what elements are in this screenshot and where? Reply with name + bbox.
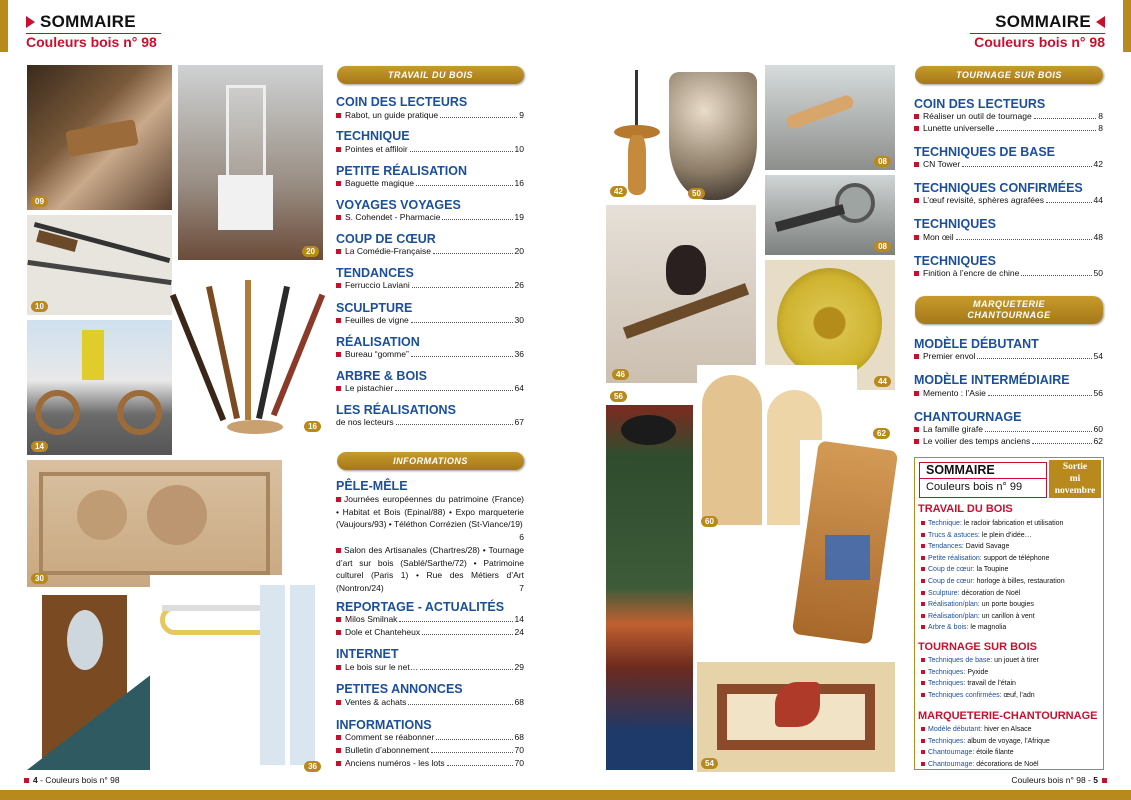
banner-line: MARQUETERIE [972,299,1045,309]
section-title: COUP DE CŒUR [336,232,436,246]
next-issue-box [914,457,1104,770]
next-issue-entry: Techniques: album de voyage, l’Afrique [921,738,1050,745]
header-title: SOMMAIRE [40,12,136,31]
toc-entry[interactable]: Réaliser un outil de tournage 8 [914,111,1103,121]
toc-entry[interactable]: Finition à l’encre de chine 50 [914,268,1103,278]
section-title: INTERNET [336,647,399,661]
photo-rabot [27,65,172,210]
toc-entry[interactable]: Le voilier des temps anciens 62 [914,436,1103,446]
next-issue-entry: Sculpture: décoration de Noël [921,590,1020,597]
next-issue-entry: Tendances: David Savage [921,543,1009,550]
next-issue-entry: Techniques: Pyxide [921,669,988,676]
toc-entry[interactable]: L’œuf revisité, sphères agrafées 44 [914,195,1103,205]
banner-informations: INFORMATIONS [337,452,524,470]
header-subtitle: Couleurs bois n° 98 [974,34,1105,50]
photo-memento-asie [606,392,693,770]
photo-number: 20 [302,246,319,257]
banner-tournage-sur-bois: TOURNAGE SUR BOIS [915,66,1103,84]
header-subtitle: Couleurs bois n° 98 [26,34,157,50]
pele-paragraph-1: Journées européennes du patrimoine (France) • Habitat et Bois (Epinal/88) • Expo marqueterie (Vaujours/93) • Téléthon Corrézien (St-Viance/19) 6 [336,494,524,542]
triangle-right-icon [26,16,35,28]
toc-entry[interactable]: Lunette universelle 8 [914,123,1103,133]
footer-right: Couleurs bois n° 98 - 5 [1011,775,1107,785]
toc-entry[interactable]: La famille girafe 60 [914,424,1103,434]
photo-lunette [765,175,895,255]
photo-pointes-affiloir [27,215,172,315]
next-issue-entry: Coup de cœur: horloge à billes, restauration [921,578,1065,585]
photo-number: 14 [31,441,48,452]
photo-sculpture-vigne [27,460,282,587]
toc-entry[interactable]: Memento : l’Asie 56 [914,388,1103,398]
section-title: PETITES ANNONCES [336,682,463,696]
next-section-title: TRAVAIL DU BOIS [918,503,1013,515]
banner-travail-du-bois: TRAVAIL DU BOIS [337,66,524,84]
left-header [26,12,161,50]
next-issue-entry: Arbre & bois: le magnolia [921,624,1006,631]
section-title: TECHNIQUES CONFIRMÉES [914,181,1083,195]
section-title: VOYAGES VOYAGES [336,198,461,212]
section-title: INFORMATIONS [336,718,432,732]
photo-number: 08 [874,156,891,167]
photo-number: 56 [610,391,627,402]
photo-number: 54 [701,758,718,769]
banner-marqueterie-chantournage [915,296,1103,324]
toc-entry[interactable]: Ferruccio Laviani 26 [336,280,524,290]
photo-number: 50 [688,188,705,199]
next-issue-title: SOMMAIRE [920,463,1046,479]
next-section-title: TOURNAGE SUR BOIS [918,641,1037,653]
toc-entry[interactable]: Premier envol 54 [914,351,1103,361]
toc-entry[interactable]: S. Cohendet - Pharmacie 19 [336,212,524,222]
photo-number: 08 [874,241,891,252]
toc-entry[interactable]: Dole et Chanteheux 24 [336,627,524,637]
toc-entry[interactable]: Anciens numéros - les lots 70 [336,758,524,768]
photo-outil-tournage [765,65,895,170]
bottom-gold-bar [0,790,1131,800]
right-gold-bar [1123,0,1131,52]
section-title: CHANTOURNAGE [914,410,1022,424]
photo-number: 60 [701,516,718,527]
next-issue-entry: Réalisation/plan: un porte bougies [921,601,1034,608]
section-title: PÊLE-MÊLE [336,479,408,493]
photo-premier-envol [697,662,895,772]
toc-entry[interactable]: Pointes et affiloir 10 [336,144,524,154]
section-title: TECHNIQUE [336,129,410,143]
section-title: TECHNIQUES [914,254,996,268]
next-issue-entry: Trucs & astuces: le plein d’idée… [921,532,1032,539]
footer-left: 4 - Couleurs bois n° 98 [24,775,120,785]
section-title: ARBRE & BOIS [336,369,427,383]
left-gold-bar [0,0,8,52]
next-issue-header [919,462,1047,498]
photo-comedie-francaise [178,65,323,260]
section-title: LES RÉALISATIONS [336,403,456,417]
section-title: TECHNIQUES DE BASE [914,145,1055,159]
next-issue-entry: Modèle débutant: hiver en Alsace [921,726,1032,733]
section-title: RÉALISATION [336,335,420,349]
toc-entry[interactable]: CN Tower 42 [914,159,1103,169]
photo-bureau-gomme [150,575,325,775]
photo-cn-tower [606,65,668,200]
toc-entry[interactable]: Ventes & achats 68 [336,697,524,707]
photo-number: 09 [31,196,48,207]
photo-number: 36 [304,761,321,772]
next-issue-entry: Coup de cœur: la Toupine [921,566,1008,573]
photo-number: 44 [874,376,891,387]
section-title: COIN DES LECTEURS [914,97,1046,111]
photo-number: 16 [304,421,321,432]
toc-entry[interactable]: Feuilles de vigne 30 [336,315,524,325]
release-badge: Sortie mi novembre [1049,460,1101,498]
section-title: MODÈLE DÉBUTANT [914,337,1039,351]
next-section-title: MARQUETERIE-CHANTOURNAGE [918,710,1098,722]
section-title: TECHNIQUES [914,217,996,231]
toc-entry[interactable]: Comment se réabonner 68 [336,732,524,742]
toc-entry[interactable]: Mon œil 48 [914,232,1103,242]
toc-entry[interactable]: Milos Smilnak 14 [336,614,524,624]
next-issue-entry: Chantournage: étoile filante [921,749,1014,756]
photo-number: 42 [610,186,627,197]
triangle-left-icon [1096,16,1105,28]
toc-entry[interactable]: Le pistachier 64 [336,383,524,393]
toc-entry[interactable]: Baguette magique 16 [336,178,524,188]
next-issue-entry: Techniques: travail de l’étain [921,680,1016,687]
next-issue-entry: Petite réalisation: support de téléphone [921,555,1049,562]
toc-entry[interactable]: Le bois sur le net… 29 [336,662,524,672]
next-issue-entry: Chantournage: décorations de Noël [921,761,1039,768]
next-issue-entry: Techniques confirmées: œuf, l’adn [921,692,1035,699]
photo-number: 10 [31,301,48,312]
photo-number: 30 [31,573,48,584]
photo-number: 46 [612,369,629,380]
section-title: REPORTAGE - ACTUALITÉS [336,600,505,614]
right-header [970,12,1105,50]
section-title: SCULPTURE [336,301,413,315]
photo-velo-bois [27,320,172,455]
section-title: PETITE RÉALISATION [336,164,468,178]
next-issue-entry: Techniques de base: un jouet à tirer [921,657,1039,664]
section-title: MODÈLE INTERMÉDIAIRE [914,373,1070,387]
toc-entry[interactable]: Bureau “gomme” 36 [336,349,524,359]
toc-entry[interactable]: La Comédie-Française 20 [336,246,524,256]
toc-entry[interactable]: de nos lecteurs 67 [336,417,524,427]
section-title: TENDANCES [336,266,414,280]
pele-paragraph-2: Salon des Artisanales (Chartres/28) • Tournage d’art sur bois (Sablé/Sarthe/72) • Patrimoine culturel (Paris 1) • Rue des Métiers d’Art (Nontron/24) 7 [336,545,524,593]
banner-line: CHANTOURNAGE [967,310,1051,320]
photo-mon-oeil [606,205,756,383]
next-issue-subtitle: Couleurs bois n° 99 [926,481,1023,493]
photo-baguettes [175,270,325,435]
next-issue-entry: Technique: le racloir fabrication et utilisation [921,520,1063,527]
photo-voilier [800,429,892,645]
photo-vase-encre [664,72,762,202]
header-title: SOMMAIRE [995,12,1091,31]
toc-entry[interactable]: Bulletin d’abonnement 70 [336,745,524,755]
section-title: COIN DES LECTEURS [336,95,468,109]
photo-number: 62 [873,428,890,439]
next-issue-entry: Réalisation/plan: un carillon à vent [921,613,1035,620]
toc-entry[interactable]: Rabot, un guide pratique 9 [336,110,524,120]
